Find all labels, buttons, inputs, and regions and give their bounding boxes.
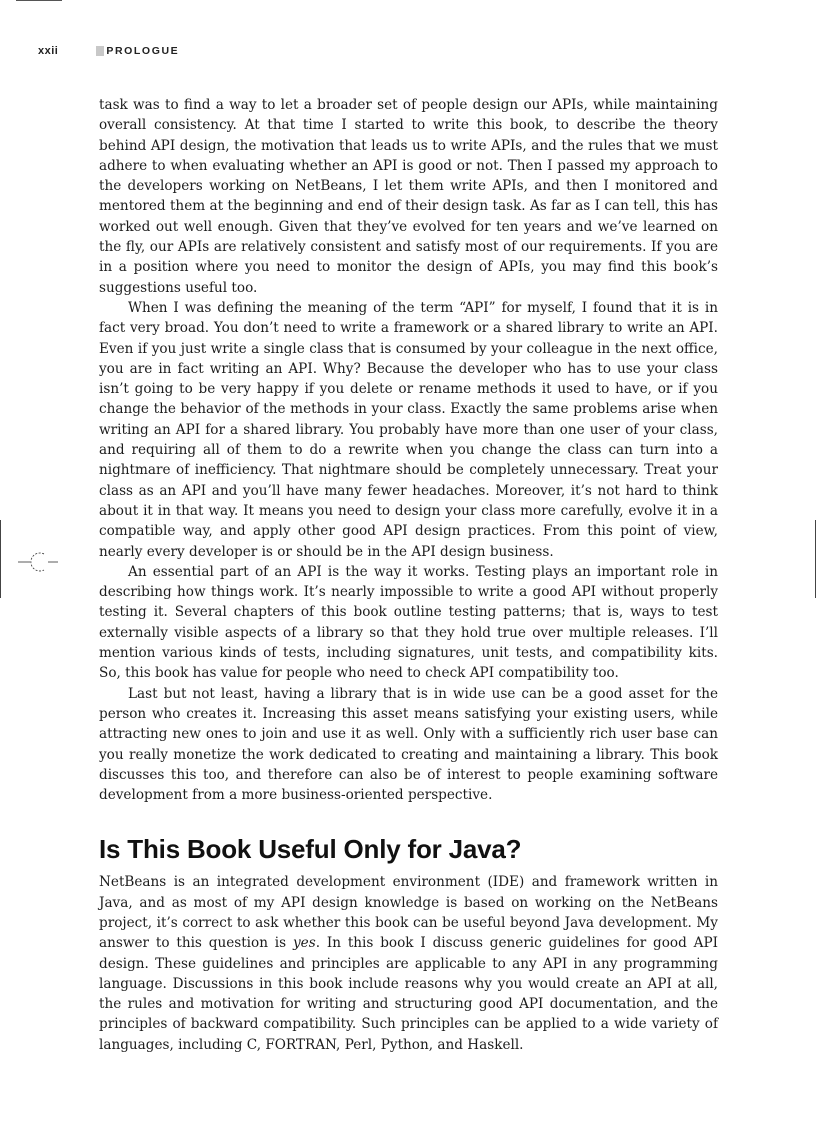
- section-paragraph-start: NetBeans is an integrated development environment (IDE) and framework written in Java, and as most of my API design knowledge is based on working on the NetBeans project, it’s correct to ask whether this book can be useful beyond Java development. My answer to this question is: [99, 874, 718, 952]
- paragraph-3: An essential part of an API is the way it works. Testing plays an important role in describing how things work. It’s nearly impossible to write a good API without properly testing it. Several chapters of this book outline testing patterns; that is, ways to test externally visible aspects of a library so that they hold true over multiple releases. I’ll mention various kinds of tests, including signatures, unit tests, and compatibility kits. So, this book has value for people who need to check API compatibility too.: [99, 563, 718, 682]
- registration-mark-icon: [18, 551, 58, 573]
- section-heading: Is This Book Useful Only for Java?: [99, 834, 522, 865]
- section-paragraph: [99, 872, 718, 1055]
- page-number: xxii: [38, 45, 59, 57]
- top-rule: [16, 0, 62, 1]
- running-head-title: PROLOGUE: [106, 45, 180, 57]
- crop-mark-left: [0, 520, 1, 598]
- section-paragraph-end: . In this book I discuss generic guidelines for good API design. These guidelines and principles are applicable to any API in any programming language. Discussions in this book include reasons why you would create an API at all, the rules and motivation for writing and structuring good API documentation, and the principles of backward compatibility. Such principles can be applied to a wide variety of languages, including C, FORTRAN, Perl, Python, and Haskell.: [99, 935, 718, 1053]
- paragraph-1: task was to find a way to let a broader set of people design our APIs, while maintaining overall consistency. At that time I started to write this book, to describe the theory behind API design, the motivation that leads us to write APIs, and the rules that we must adhere to when evaluating whether an API is good or not. Then I passed my approach to the developers working on NetBeans, I let them write APIs, and then I monitored and mentored them at the beginning and end of their design task. As far as I can tell, this has worked out well enough. Given that they’ve evolved for ten years and we’ve learned on the fly, our APIs are relatively consistent and satisfy most of our requirements. If you are in a position where you need to monitor the design of APIs, you may find this book’s suggestions useful too.: [99, 97, 718, 296]
- paragraph-2: When I was defining the meaning of the term “API” for myself, I found that it is in fact very broad. You don’t need to write a framework or a shared library to write an API. Even if you just write a single class that is consumed by your colleague in the next office, you are in fact writing an API. Why? Because the developer who has to use your class isn’t going to be very happy if you delete or rename methods it used to have, or if you change the behavior of the methods in your class. Exactly the same problems arise when writing an API for a shared library. You probably have more than one user of your class, and requiring all of them to do a rewrite when you change the class can turn into a nightmare of inefficiency. That nightmare should be completely unnecessary. Treat your class as an API and you’ll have many fewer headaches. Moreover, it’s not hard to think about it in that way. It means you need to design your class more carefully, evolve it in a compatible way, and apply other good API design practices. From this point of view, nearly every developer is or should be in the API design business.: [99, 299, 718, 560]
- emphasized-word: yes: [292, 935, 316, 952]
- paragraph-4: Last but not least, having a library that is in wide use can be a good asset for the person who creates it. Increasing this asset means satisfying your existing users, while attracting new ones to join and use it as well. Only with a sufficiently rich user base can you really monetize the work dedicated to creating and maintaining a library. This book discusses this too, and therefore can also be of interest to people examining software development from a more business-oriented perspective.: [99, 685, 718, 804]
- body-text: [99, 95, 718, 1055]
- section-marker: [96, 46, 104, 56]
- running-head: [38, 45, 179, 57]
